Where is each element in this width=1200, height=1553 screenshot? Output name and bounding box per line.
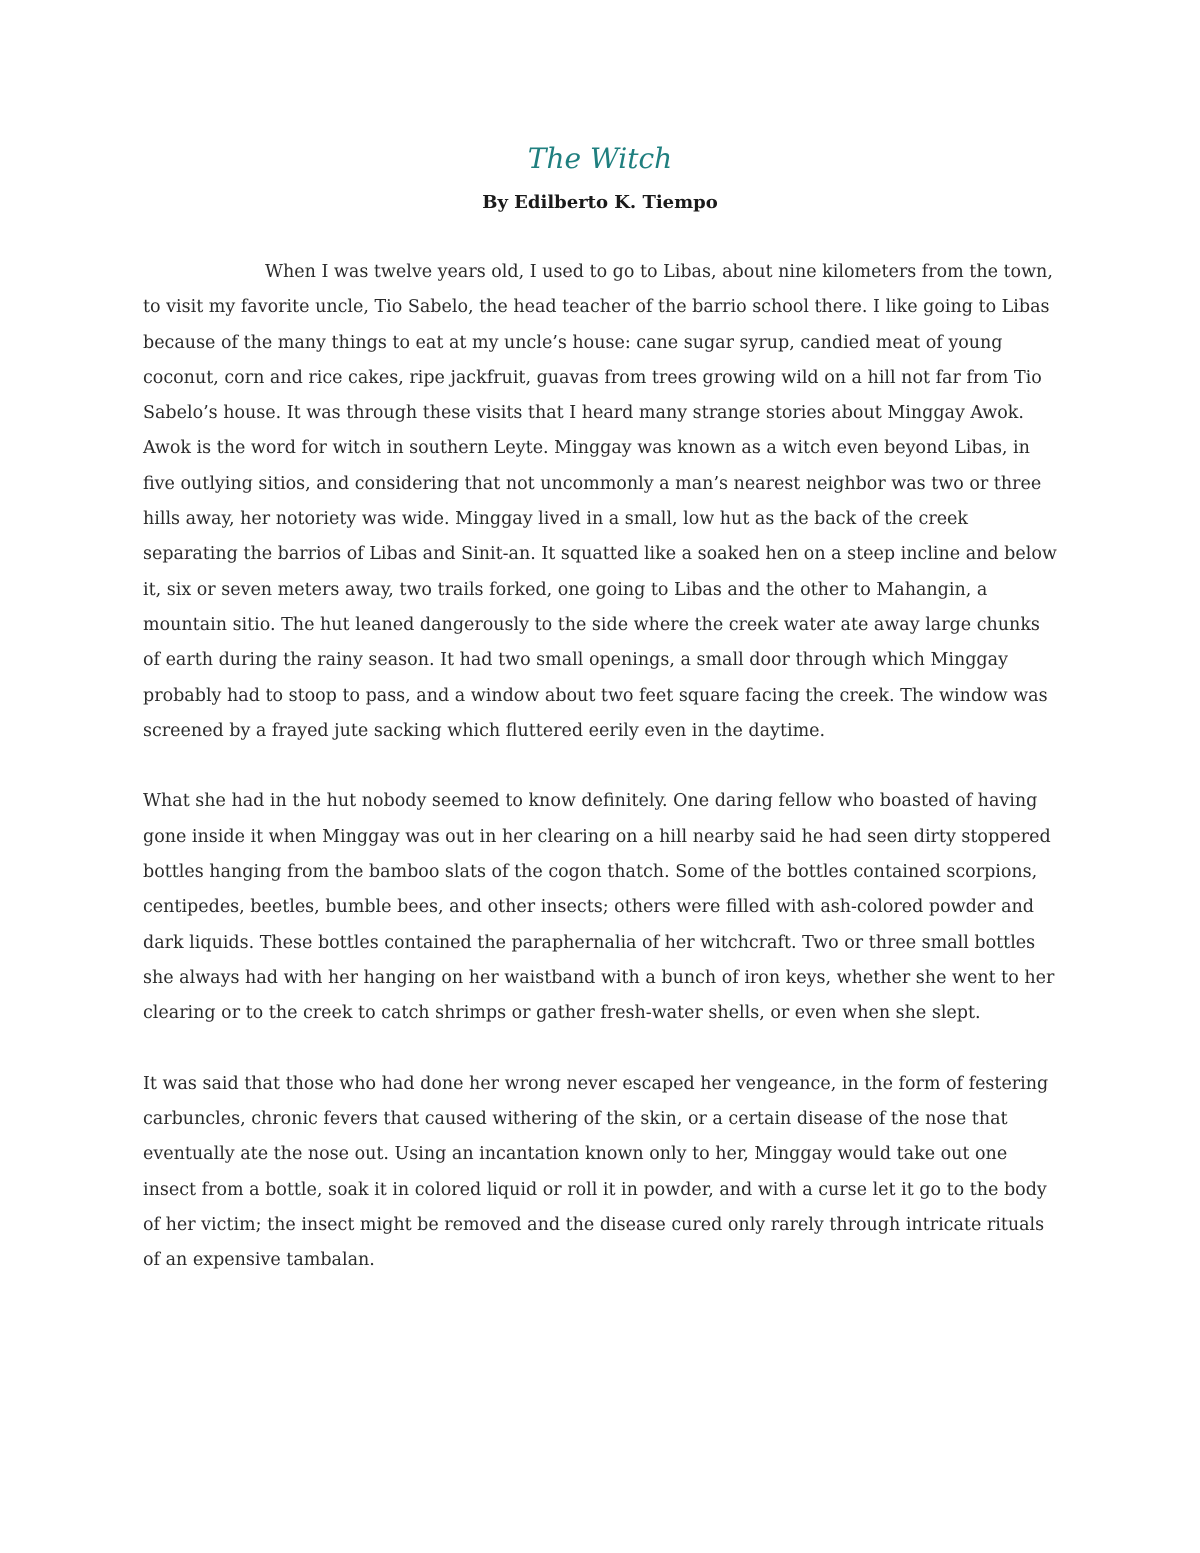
document-byline: By Edilberto K. Tiempo: [482, 192, 718, 213]
paragraph-3: It was said that those who had done her wrong never escaped her vengeance, in the form of festering carbuncles, chronic fevers that caused withering of the skin, or a certain disease of the nose that eventually ate the nose out. Using an incantation known only to her, Minggay would take out one insect from a bottle, soak it in colored liquid or roll it in powder, and with a curse let it go to the body of her victim; the insect might be removed and the disease cured only rarely through intricate rituals of an expensive tambalan.: [143, 1073, 1049, 1271]
paragraph-1: When I was twelve years old, I used to go to Libas, about nine kilometers from the town, to visit my favorite uncle, Tio Sabelo, the head teacher of the barrio school there. I like going to Libas because of the many things to eat at my uncle’s house: cane sugar syrup, candied meat of young coconut, corn and rice cakes, ripe jackfruit, guavas from trees growing wild on a hill not far from Tio Sabelo’s house. It was through these visits that I heard many strange stories about Minggay Awok. Awok is the word for witch in southern Leyte. Minggay was known as a witch even beyond Libas, in five outlying sitios, and considering that not uncommonly a man’s nearest neighbor was two or three hills away, her notoriety was wide. Minggay lived in a small, low hut as the back of the creek separating the barrios of Libas and Sinit-an. It squatted like a soaked hen on a steep incline and below it, six or seven meters away, two trails forked, one going to Libas and the other to Mahangin, a mountain sitio. The hut leaned dangerously to the side where the creek water ate away large chunks of earth during the rainy season. It had two small openings, a small door through which Minggay probably had to stoop to pass, and a window about two feet square facing the creek. The window was screened by a frayed jute sacking which fluttered eerily even in the daytime.: [143, 262, 1057, 741]
paragraph-2: What she had in the hut nobody seemed to know definitely. One daring fellow who boasted of having gone inside it when Minggay was out in her clearing on a hill nearby said he had seen dirty stoppered bottles hanging from the bamboo slats of the cogon thatch. Some of the bottles contained scorpions, centipedes, beetles, bumble bees, and other insects; others were filled with ash-colored powder and dark liquids. These bottles contained the paraphernalia of her witchcraft. Two or three small bottles she always had with her hanging on her waistband with a bunch of iron keys, whether she went to her clearing or to the creek to catch shrimps or gather fresh-water shells, or even when she slept.: [143, 791, 1055, 1024]
document-title: The Witch: [527, 142, 673, 175]
document-body: [143, 255, 1057, 1314]
